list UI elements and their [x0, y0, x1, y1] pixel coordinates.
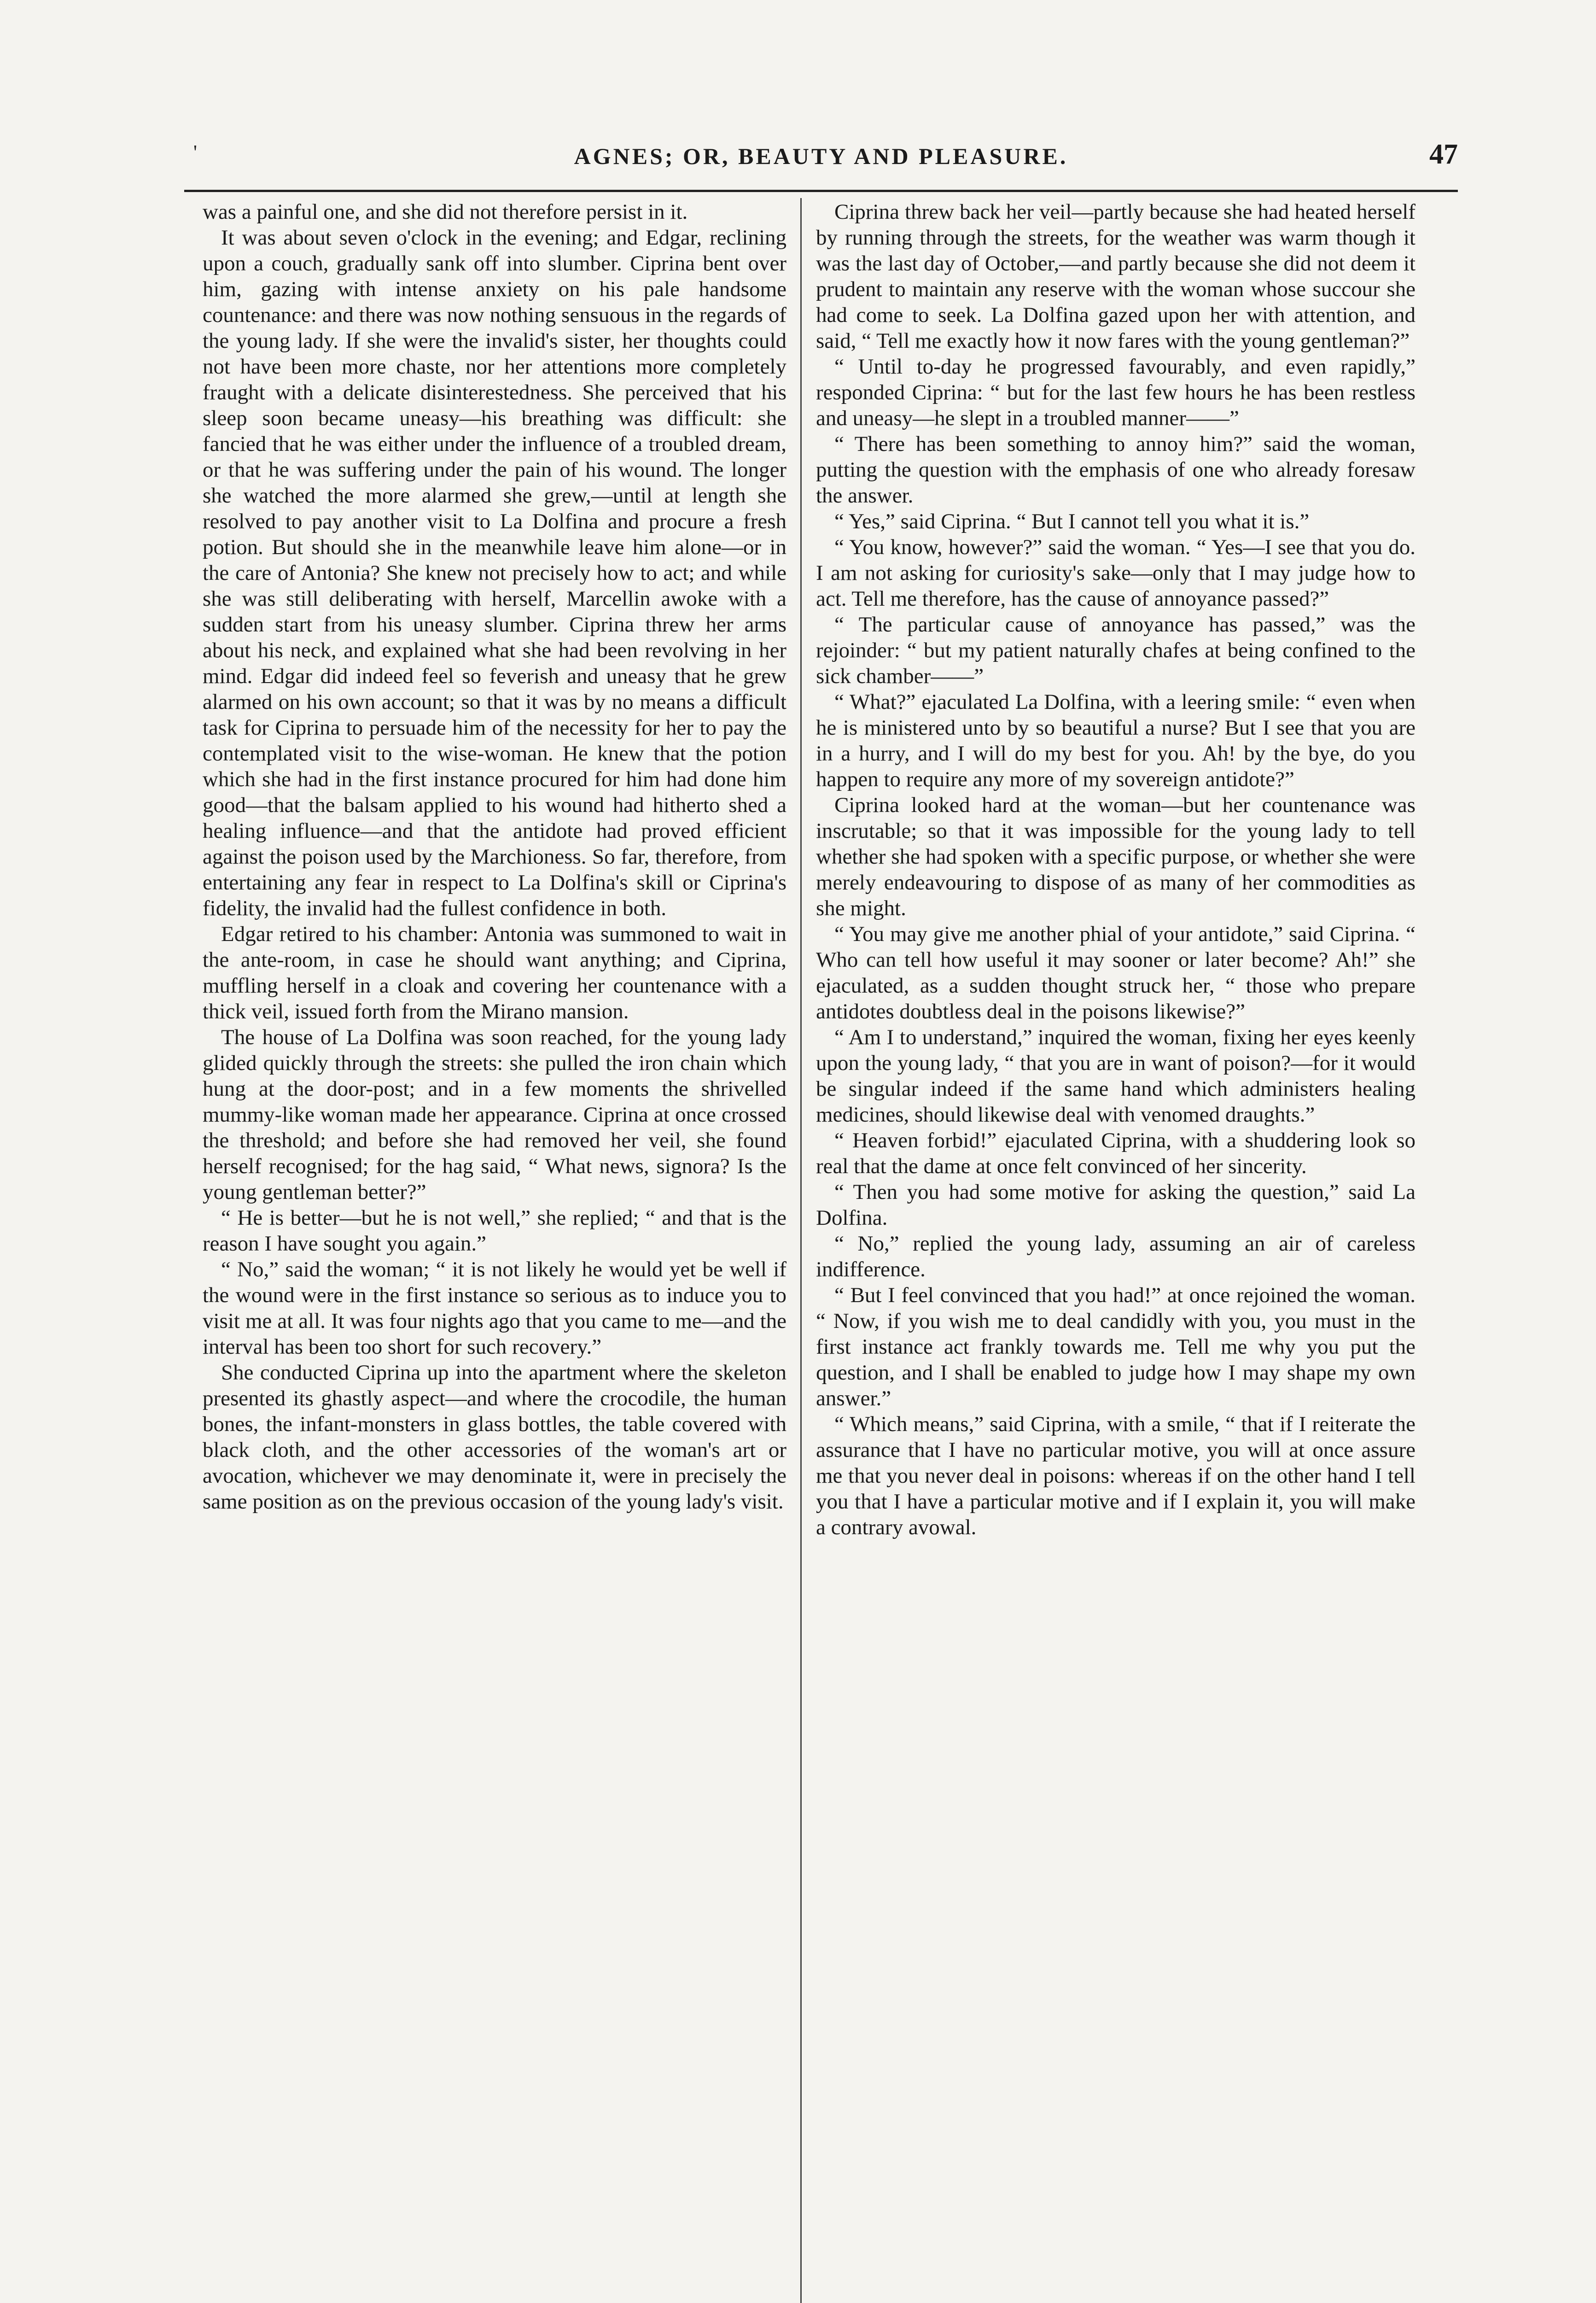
paragraph: “ But I feel convinced that you had!” at once rejoined the woman. “ Now, if you wish me to deal candidly with you, you must in the first instance act frankly towards me. Tell me why you put the question, and I shall be enabled to judge how I may shape my own answer.” — [816, 1283, 1415, 1410]
paragraph: “ You know, however?” said the woman. “ Yes—I see that you do. I am not asking for curiosity's sake—only that I may judge how to act. Tell me therefore, has the cause of annoyance passed?” — [816, 535, 1415, 611]
paragraph: It was about seven o'clock in the evening; and Edgar, reclining upon a couch, gradually sank off into slumber. Ciprina bent over him, gazing with intense anxiety on his pale handsome countenance: and there was now nothing sensuous in the regards of the young lady. If she were the invalid's sister, her thoughts could not have been more chaste, nor her attentions more completely fraught with a delicate disinterestedness. She perceived that his sleep soon became uneasy—his breathing was difficult: she fancied that he was either under the influence of a troubled dream, or that he was suffering under the pain of his wound. The longer she watched the more alarmed she grew,—until at length she resolved to pay another visit to La Dolfina and procure a fresh potion. But should she in the meanwhile leave him alone—or in the care of Antonia? She knew not precisely how to act; and while she was still deliberating with herself, Marcellin awoke with a sudden start from his uneasy slumber. Ciprina threw her arms about his neck, and explained what she had been revolving in her mind. Edgar did indeed feel so feverish and uneasy that he grew alarmed on his own account; so that it was by no means a difficult task for Ciprina to persuade him of the necessity for her to pay the contemplated visit to the wise-woman. He knew that the potion which she had in the first instance procured for him had done him good—that the balsam applied to his wound had hitherto shed a healing influence—and that the antidote had proved efficient against the poison used by the Marchioness. So far, therefore, from entertaining any fear in respect to La Dolfina's skill or Ciprina's fidelity, the invalid had the fullest confidence in both. — [203, 226, 786, 920]
header-rule — [184, 190, 1458, 192]
right-column — [816, 199, 1415, 1540]
paragraph: “ Then you had some motive for asking the question,” said La Dolfina. — [816, 1180, 1415, 1230]
paragraph: “ Which means,” said Ciprina, with a smile, “ that if I reiterate the assurance that I have no particular motive, you will at once assure me that you never deal in poisons: whereas if on the other hand I tell you that I have a particular motive and if I explain it, you will make a contrary avowal. — [816, 1412, 1415, 1539]
running-header — [184, 138, 1458, 189]
paragraph: “ Heaven forbid!” ejaculated Ciprina, with a shuddering look so real that the dame at once felt convinced of her sincerity. — [816, 1128, 1415, 1178]
paragraph: “ No,” said the woman; “ it is not likely he would yet be well if the wound were in the first instance so serious as to induce you to visit me at all. It was four nights ago that you came to me—and the interval has been too short for such recovery.” — [203, 1257, 786, 1359]
left-column — [203, 199, 786, 1514]
paragraph: She conducted Ciprina up into the apartment where the skeleton presented its ghastly aspect—and where the crocodile, the human bones, the infant-monsters in glass bottles, the table covered with black cloth, and the other accessories of the woman's art or avocation, whichever we may denominate it, were in precisely the same position as on the previous occasion of the young lady's visit. — [203, 1361, 786, 1514]
running-title: AGNES; OR, BEAUTY AND PLEASURE. — [574, 143, 1068, 169]
paragraph: “ What?” ejaculated La Dolfina, with a leering smile: “ even when he is ministered unto by so beautiful a nurse? But I see that you are in a hurry, and I will do my best for you. Ah! by the bye, do you happen to require any more of my sovereign antidote?” — [816, 690, 1415, 791]
paragraph: Ciprina threw back her veil—partly because she had heated herself by running through the streets, for the weather was warm though it was the last day of October,—and partly because she did not deem it prudent to maintain any reserve with the woman whose succour she had come to seek. La Dolfina gazed upon her with attention, and said, “ Tell me exactly how it now fares with the young gentleman?” — [816, 200, 1415, 353]
paragraph: “ No,” replied the young lady, assuming an air of careless indifference. — [816, 1232, 1415, 1281]
paragraph: “ Yes,” said Ciprina. “ But I cannot tell you what it is.” — [834, 509, 1310, 533]
paragraph: “ There has been something to annoy him?” said the woman, putting the question with the emphasis of one who already foresaw the answer. — [816, 432, 1415, 508]
paragraph: was a painful one, and she did not therefore persist in it. — [203, 200, 688, 224]
paragraph: “ Until to-day he progressed favourably, and even rapidly,” responded Ciprina: “ but for the last few hours he has been restless and uneasy—he slept in a troubled manner——” — [816, 355, 1415, 430]
paragraph: The house of La Dolfina was soon reached, for the young lady glided quickly through the streets: she pulled the iron chain which hung at the door-post; and in a few moments the shrivelled mummy-like woman made her appearance. Ciprina at once crossed the threshold; and before she had removed her veil, she found herself recognised; for the hag said, “ What news, signora? Is the young gentleman better?” — [203, 1025, 786, 1204]
paragraph: “ The particular cause of annoyance has passed,” was the rejoinder: “ but my patient naturally chafes at being confined to the sick chamber——” — [816, 613, 1415, 688]
page-number: 47 — [1429, 139, 1458, 170]
paragraph: Ciprina looked hard at the woman—but her countenance was inscrutable; so that it was impossible for the young lady to tell whether she had spoken with a specific purpose, or whether she were merely endeavouring to dispose of as many of her commodities as she might. — [816, 793, 1415, 920]
column-divider — [800, 198, 802, 2303]
paragraph: Edgar retired to his chamber: Antonia was summoned to wait in the ante-room, in case he should want anything; and Ciprina, muffling herself in a cloak and covering her countenance with a thick veil, issued forth from the Mirano mansion. — [203, 922, 786, 1023]
paragraph: “ Am I to understand,” inquired the woman, fixing her eyes keenly upon the young lady, “ that you are in want of poison?—for it would be singular indeed if the same hand which administers healing medicines, should likewise deal with venomed draughts.” — [816, 1025, 1415, 1127]
header-mark: ' — [193, 141, 197, 164]
paragraph: “ He is better—but he is not well,” she replied; “ and that is the reason I have sought you again.” — [203, 1206, 786, 1256]
paragraph: “ You may give me another phial of your antidote,” said Ciprina. “ Who can tell how useful it may sooner or later become? Ah!” she ejaculated, as a sudden thought struck her, “ those who prepare antidotes doubtless deal in the poisons likewise?” — [816, 922, 1415, 1023]
